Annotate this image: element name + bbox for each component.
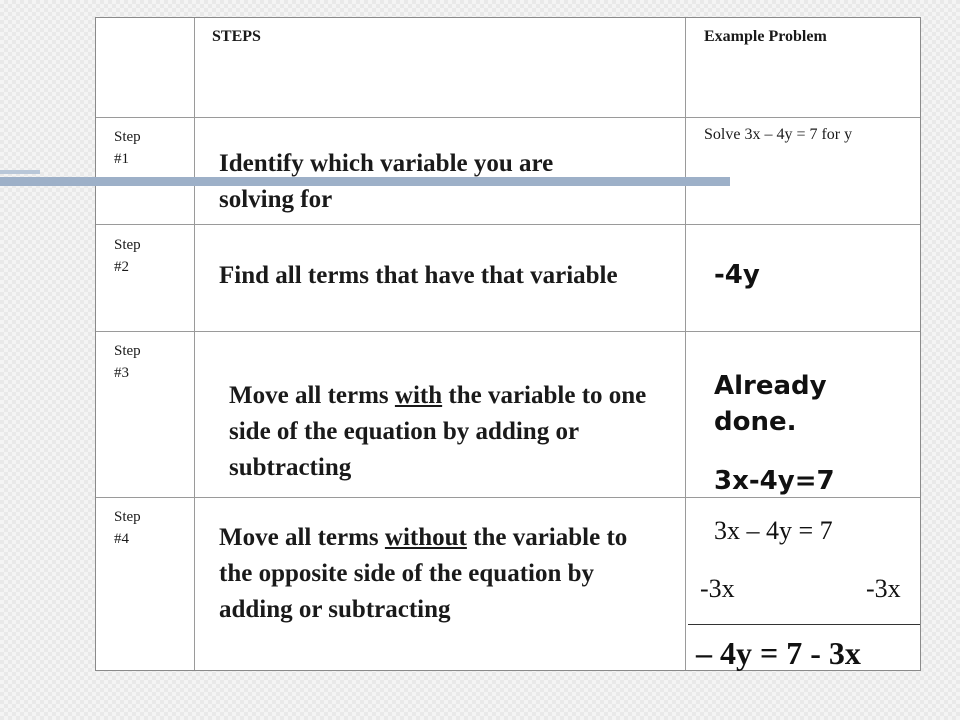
step-4-emphasis: without: [384, 524, 467, 551]
step-word: Step: [114, 129, 141, 145]
step-label-4: [114, 506, 184, 550]
step-3-emphasis: with: [394, 382, 443, 409]
row-divider: [96, 331, 920, 332]
step-number: #3: [114, 365, 129, 381]
row-divider: [96, 117, 920, 118]
accent-bar: [0, 177, 730, 186]
step-label-1: [114, 126, 184, 170]
header-example: Example Problem: [704, 28, 827, 45]
step-number: #4: [114, 531, 129, 547]
step-label-3: [114, 340, 184, 384]
step-3-text: [229, 378, 679, 486]
step-4-subtract-right: -3x: [866, 574, 901, 603]
row-divider: [96, 497, 920, 498]
step-4-text: [219, 520, 659, 628]
step-4-subtract-left: -3x: [700, 574, 735, 603]
step-word: Step: [114, 509, 141, 525]
step-3-text-before: Move all terms: [229, 382, 395, 409]
step-4-text-after: the variable to the opposite side of the equation by adding or subtracting: [219, 524, 628, 623]
step-3-example-note: Already done.: [714, 371, 827, 437]
step-label-2: [114, 234, 184, 278]
step-number: #1: [114, 151, 129, 167]
row-divider: [96, 224, 920, 225]
step-word: Step: [114, 343, 141, 359]
accent-bar-top: [0, 170, 40, 174]
result-divider-line: [688, 624, 920, 625]
step-2-text: Find all terms that have that variable: [219, 262, 618, 289]
step-3-example-equation: 3x-4y=7: [714, 466, 835, 496]
step-4-text-before: Move all terms: [219, 524, 385, 551]
step-1-text: Identify which variable you are solving for: [219, 150, 554, 213]
step-1-example: Solve 3x – 4y = 7 for y: [704, 126, 853, 143]
step-number: #2: [114, 259, 129, 275]
header-steps: STEPS: [212, 28, 261, 45]
step-4-result: – 4y = 7 - 3x: [696, 635, 861, 671]
step-3-text-after: the variable to one side of the equation by adding or subtracting: [229, 382, 647, 481]
step-2-example: -4y: [714, 260, 760, 290]
step-4-example-equation: 3x – 4y = 7: [714, 516, 833, 545]
steps-table: [95, 17, 921, 671]
step-word: Step: [114, 237, 141, 253]
column-divider: [685, 18, 686, 670]
column-divider: [194, 18, 195, 670]
